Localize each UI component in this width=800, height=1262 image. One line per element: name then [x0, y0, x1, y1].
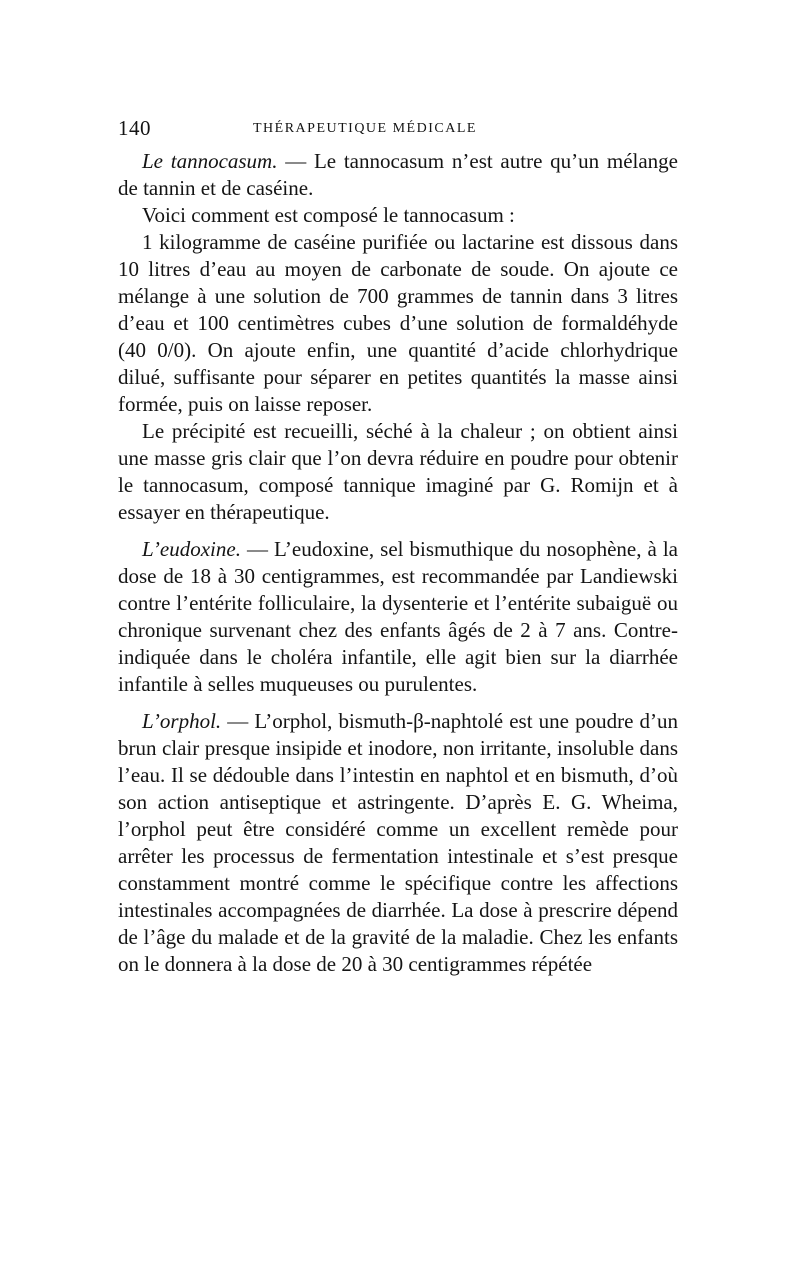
- section-orphol: [118, 708, 678, 978]
- paragraph: 1 kilogramme de caséine purifiée ou lactarine est dissous dans 10 litres d’eau au moyen de carbonate de soude. On ajoute ce mélange à une solution de 700 grammes de tannin dans 3 litres d’eau et 100 centimètres cubes d’une solution de formaldéhyde (40 0/0). On ajoute enfin, une quantité d’acide chlorhydrique dilué, suffisante pour séparer en petites quantités la masse ainsi formée, puis on laisse reposer.: [118, 230, 678, 416]
- paragraph-text: — L’eudoxine, sel bismuthique du nosophène, à la dose de 18 à 30 centigrammes, est recommandée par Landiewski contre l’entérite folliculaire, la dysenterie et l’entérite subaiguë ou chronique survenant chez des enfants âgés de 2 à 7 ans. Contre-indiquée dans le choléra infantile, elle agit bien sur la diarrhée infantile à selles muqueuses ou purulentes.: [118, 537, 678, 696]
- running-title: THÉRAPEUTIQUE MÉDICALE: [253, 121, 477, 136]
- paragraph-text: — Le tannocasum n’est autre qu’un mélange de tannin et de caséine.: [118, 149, 678, 200]
- page-header: [118, 112, 678, 148]
- paragraph: [118, 708, 678, 978]
- book-page: [118, 112, 678, 978]
- paragraph-text: — L’orphol, bismuth-β-naphtolé est une poudre d’un brun clair presque insipide et inodore, non irritante, insoluble dans l’eau. Il se dédouble dans l’intestin en naphtol et en bismuth, d’où son action antiseptique et astringente. D’après E. G. Wheima, l’orphol peut être considéré comme un excellent remède pour arrêter les processus de fermentation intestinale et s’est presque constamment montré comme le spécifique contre les affections intestinales accompagnées de diarrhée. La dose à prescrire dépend de l’âge du malade et de la gravité de la maladie. Chez les enfants on le donnera à la dose de 20 à 30 centigrammes répétée: [118, 709, 678, 976]
- paragraph: [118, 536, 678, 698]
- section-tannocasum: [118, 148, 678, 526]
- section-lead-orphol: L’orphol.: [142, 709, 222, 733]
- paragraph: Voici comment est composé le tannocasum :: [142, 203, 515, 227]
- section-lead-tannocasum: Le tannocasum.: [142, 149, 278, 173]
- paragraph: [118, 148, 678, 202]
- section-eudoxine: [118, 536, 678, 698]
- section-lead-eudoxine: L’eudoxine.: [142, 537, 241, 561]
- paragraph: Le précipité est recueilli, séché à la chaleur ; on obtient ainsi une masse gris clair que l’on devra réduire en poudre pour obtenir le tannocasum, composé tannique imaginé par G. Romijn et à essayer en thérapeutique.: [118, 419, 678, 524]
- page-number: 140: [118, 116, 151, 140]
